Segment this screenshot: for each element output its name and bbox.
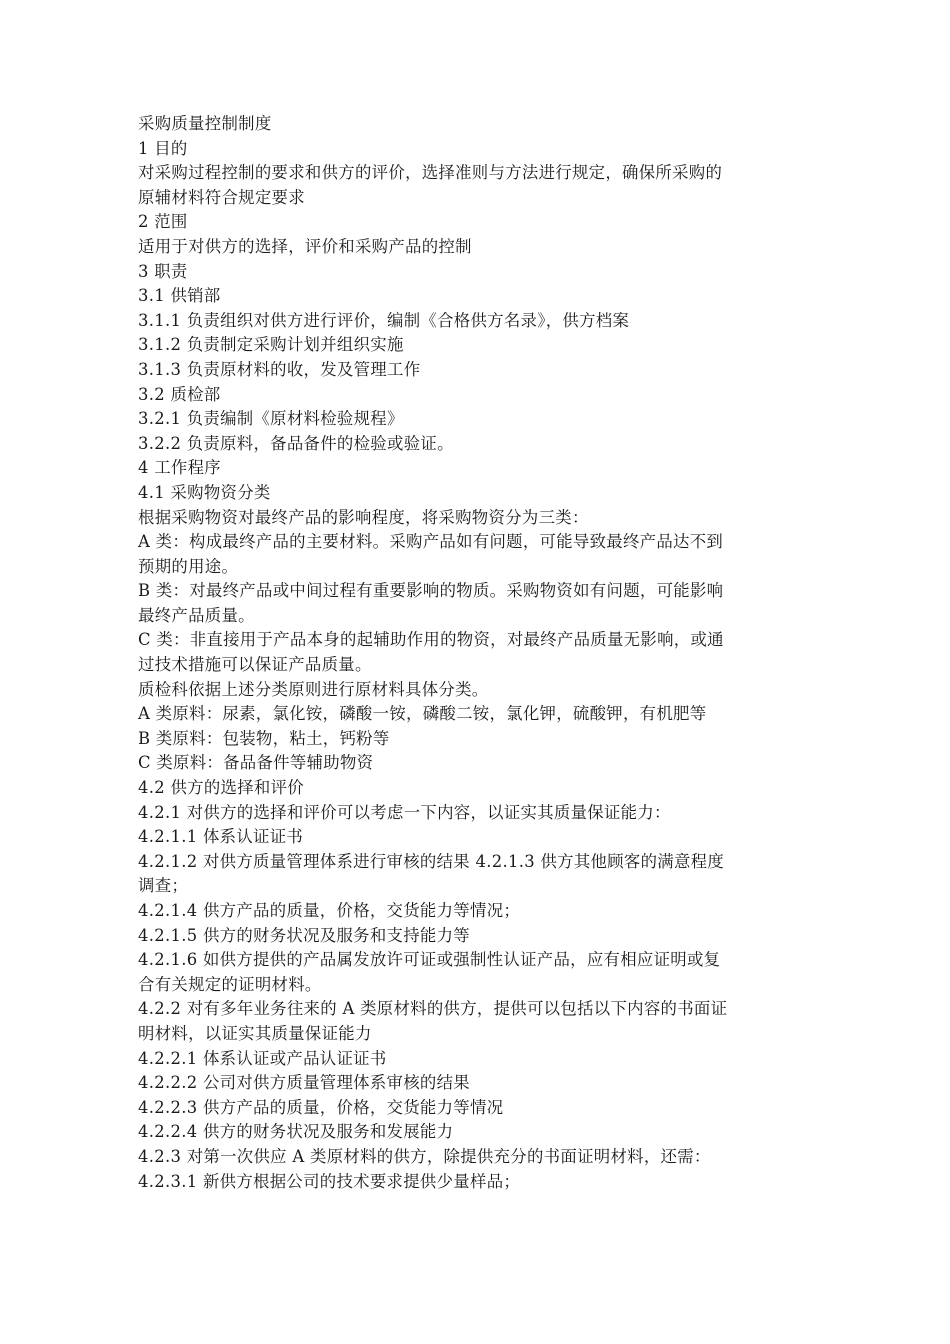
document-body	[138, 112, 828, 1194]
text-line: 预期的用途。	[138, 556, 239, 576]
text-line: 4.2.3.1 新供方根据公司的技术要求提供少量样品；	[138, 1171, 521, 1191]
text-line: 明材料，以证实其质量保证能力	[138, 1023, 372, 1043]
text-line: 根据采购物资对最终产品的影响程度，将采购物资分为三类：	[138, 507, 589, 527]
section-heading: 1 目的	[138, 138, 188, 158]
text-line: 3.2.2 负责原料，备品备件的检验或验证。	[138, 433, 454, 453]
text-line: 3.2.1 负责编制《原材料检验规程》	[138, 409, 404, 429]
text-line: 3.1.3 负责原材料的收，发及管理工作	[138, 359, 421, 379]
text-line: B 类原料：包装物，粘土，钙粉等	[138, 728, 390, 748]
text-line: 4.2.2.1 体系认证或产品认证证书	[138, 1048, 387, 1068]
text-line: 4.2.3 对第一次供应 A 类原材料的供方，除提供充分的书面证明材料，还需：	[138, 1146, 711, 1166]
section-heading: 4 工作程序	[138, 458, 222, 478]
text-line: 合有关规定的证明材料。	[138, 974, 322, 994]
text-line: 质检科依据上述分类原则进行原材料具体分类。	[138, 679, 489, 699]
subsection-heading: 3.2 质检部	[138, 384, 221, 404]
text-line: 4.2.2.2 公司对供方质量管理体系审核的结果	[138, 1073, 471, 1093]
text-line: 4.2.2.4 供方的财务状况及服务和发展能力	[138, 1122, 454, 1142]
text-line: A 类原料：尿素，氯化铵，磷酸一铵，磷酸二铵，氯化钾，硫酸钾，有机肥等	[138, 704, 707, 724]
section-heading: 2 范围	[138, 212, 188, 232]
text-line: 过技术措施可以保证产品质量。	[138, 655, 372, 675]
subsection-heading: 4.1 采购物资分类	[138, 482, 271, 502]
text-line: 4.2.1 对供方的选择和评价可以考虑一下内容，以证实其质量保证能力：	[138, 802, 671, 822]
subsection-heading: 4.2 供方的选择和评价	[138, 778, 305, 798]
text-line: 原辅材料符合规定要求	[138, 187, 305, 207]
text-line: 4.2.2.3 供方产品的质量，价格，交货能力等情况	[138, 1097, 504, 1117]
text-line: 4.2.1.5 供方的财务状况及服务和支持能力等	[138, 925, 471, 945]
text-line: 调查；	[138, 876, 189, 896]
text-line: 对采购过程控制的要求和供方的评价，选择准则与方法进行规定，确保所采购的	[138, 163, 723, 183]
text-line: 4.2.1.1 体系认证证书	[138, 827, 304, 847]
subsection-heading: 3.1 供销部	[138, 286, 221, 306]
text-line: 4.2.1.4 供方产品的质量，价格，交货能力等情况；	[138, 901, 521, 920]
text-line: A 类：构成最终产品的主要材料。采购产品如有问题，可能导致最终产品达不到	[138, 532, 724, 552]
text-line: 4.2.1.6 如供方提供的产品属发放许可证或强制性认证产品，应有相应证明或复	[138, 950, 721, 970]
text-line: B 类：对最终产品或中间过程有重要影响的物质。采购物资如有问题，可能影响	[138, 581, 724, 601]
text-line: C 类原料：备品备件等辅助物资	[138, 753, 374, 773]
document-title: 采购质量控制制度	[138, 114, 272, 133]
text-line: 最终产品质量。	[138, 605, 255, 625]
text-line: 3.1.1 负责组织对供方进行评价，编制《合格供方名录》，供方档案	[138, 310, 630, 330]
section-heading: 3 职责	[138, 261, 188, 281]
text-line: 4.2.1.2 对供方质量管理体系进行审核的结果 4.2.1.3 供方其他顾客的满意程度	[138, 851, 725, 871]
text-line: 3.1.2 负责制定采购计划并组织实施	[138, 335, 404, 355]
text-line: C 类：非直接用于产品本身的起辅助作用的物资，对最终产品质量无影响，或通	[138, 630, 724, 650]
text-line: 4.2.2 对有多年业务往来的 A 类原材料的供方，提供可以包括以下内容的书面证	[138, 999, 728, 1019]
text-line: 适用于对供方的选择，评价和采购产品的控制	[138, 236, 472, 256]
